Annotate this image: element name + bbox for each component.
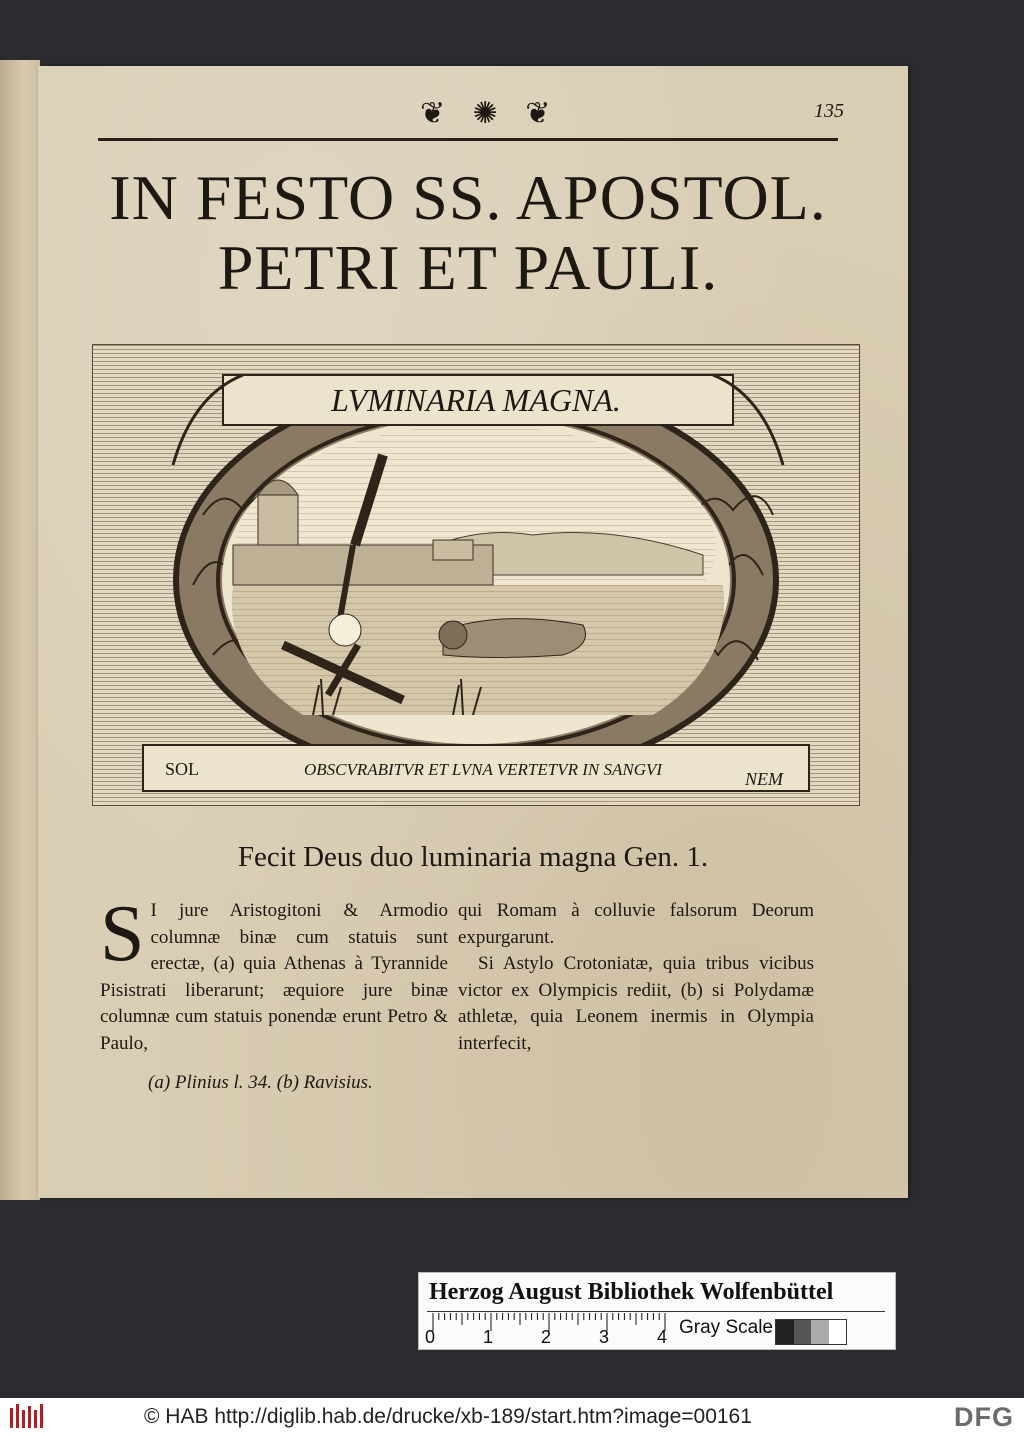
ruler-scale xyxy=(429,1313,679,1333)
ruler-number: 4 xyxy=(657,1327,668,1347)
dropcap: S xyxy=(100,890,145,978)
dfg-logo: DFG xyxy=(954,1402,1014,1432)
head-rule xyxy=(98,138,838,141)
calibration-card xyxy=(418,1272,896,1350)
right-column-para-1: qui Romam à colluvie falsorum Deorum expurgarunt. xyxy=(458,900,814,948)
swatch xyxy=(829,1320,847,1344)
ruler-number: 3 xyxy=(599,1327,610,1347)
library-name: Herzog August Bibliothek Wolfenbüttel xyxy=(429,1279,834,1305)
right-column-para-2: Si Astylo Crotoniatæ, quia tribus vicibus victor ex Olympicis rediit, (b) si Polydamæ athletæ, quia Leonem inermis in Olympia interfecit, xyxy=(458,953,814,1054)
previous-page-edge xyxy=(0,60,40,1200)
banner-top-text: LVMINARIA MAGNA. xyxy=(331,382,621,418)
swatch xyxy=(794,1320,812,1344)
footer-bar xyxy=(0,1398,1024,1436)
book-page xyxy=(38,66,908,1198)
banner-bottom-middle-text: OBSCVRABITVR ET LVNA VERTETVR IN SANGVI xyxy=(303,760,663,779)
text-column-left xyxy=(100,890,448,1057)
banner-bottom-right-text: NEM xyxy=(745,769,783,789)
copyright-link[interactable]: © HAB http://diglib.hab.de/drucke/xb-189/start.htm?image=00161 xyxy=(144,1405,752,1428)
text-column-right xyxy=(458,898,814,1057)
ruler-number: 1 xyxy=(483,1327,494,1347)
ruler-number: 0 xyxy=(425,1327,436,1347)
title-line-1: IN FESTO SS. APOSTOL. xyxy=(109,162,827,233)
swatch xyxy=(776,1320,794,1344)
banner-bottom-left-text: SOL xyxy=(165,759,200,779)
page-number: 135 xyxy=(814,100,844,122)
illustration-caption: Fecit Deus duo luminaria magna Gen. 1. xyxy=(237,841,709,873)
swatch xyxy=(811,1320,829,1344)
running-head xyxy=(98,94,844,134)
card-rule xyxy=(427,1311,885,1312)
left-column-text: I jure Aristogitoni & Armodio columnæ binæ cum statuis sunt erectæ, (a) quia Athenas à Tyrannide Pisistrati liberarunt; æquiore jure binæ columnæ cum statuis ponendæ erunt Petro & Paulo, xyxy=(100,900,448,1054)
gray-scale-swatches xyxy=(775,1319,847,1345)
title-line-2: PETRI ET PAULI. xyxy=(217,232,719,303)
ruler-number: 2 xyxy=(541,1327,552,1347)
hab-logo-icon xyxy=(8,1402,48,1430)
engraving-illustration xyxy=(92,344,860,806)
gray-scale-label: Gray Scale xyxy=(679,1317,773,1338)
head-ornament: ❦ ✺ ❦ xyxy=(420,97,561,130)
footnote: (a) Plinius l. 34. (b) Ravisius. xyxy=(148,1072,373,1093)
